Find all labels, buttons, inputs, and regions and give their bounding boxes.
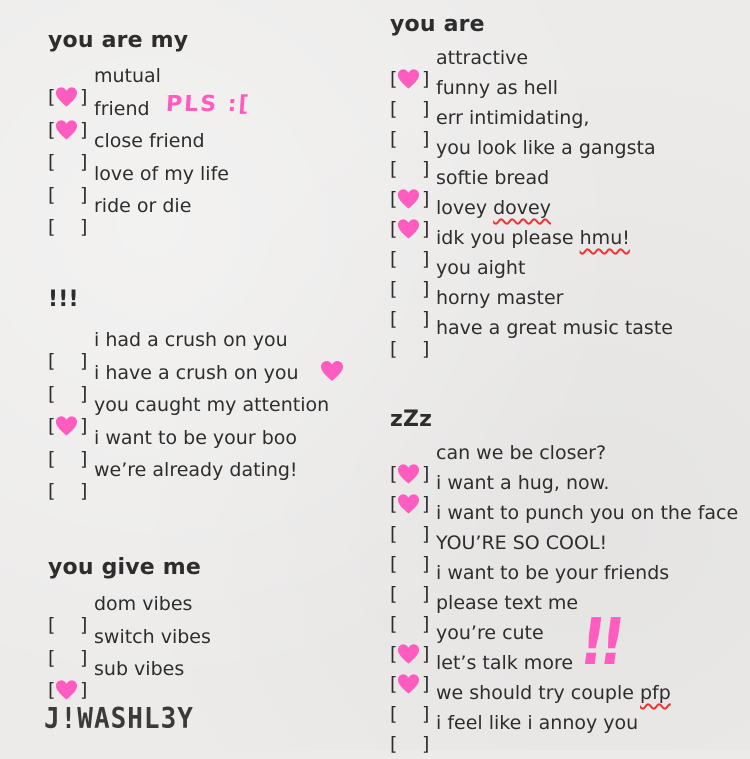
- checklist-item-label: i want a hug, now.: [436, 472, 610, 494]
- checklist-item-label: i feel like i annoy you: [436, 712, 639, 734]
- checklist-item: [ ] you’re cute: [390, 618, 544, 648]
- checklist-item: [ ] horny master: [390, 283, 563, 313]
- checklist-item-label: you caught my attention: [94, 394, 330, 416]
- checklist-item: [ ] close friend: [48, 126, 205, 156]
- exclamation-annotation: !!: [574, 605, 625, 680]
- checklist-item-label: we’re already dating!: [94, 459, 298, 481]
- checklist-item: [ ] idk you please hmu!: [390, 223, 630, 253]
- checklist-item: [ ] switch vibes: [48, 622, 211, 652]
- heart-icon: [320, 360, 344, 382]
- checklist-item-label: i want to punch you on the face: [436, 502, 739, 524]
- signature: J!WASHL3Y: [44, 702, 194, 736]
- checklist-item: [ ] ride or die: [48, 191, 191, 221]
- checklist-item-label: love of my life: [94, 162, 229, 185]
- section-title-you-are: you are: [390, 12, 485, 37]
- checklist-item-label: switch vibes: [94, 625, 211, 648]
- checklist-item: [ ] we should try couple pfp: [390, 678, 671, 708]
- checklist-item-label: lovey dovey: [436, 197, 551, 219]
- checklist-item: [ ] can we be closer?: [390, 438, 606, 468]
- checklist-item-label: sub vibes: [94, 658, 185, 680]
- checklist-item: [ ] funny as hell: [390, 73, 558, 103]
- checklist-item-label: i had a crush on you: [94, 329, 288, 351]
- checklist-item-label: please text me: [436, 592, 579, 614]
- checklist-item: [ ] dom vibes: [48, 589, 192, 619]
- checklist-item-label: you aight: [436, 257, 526, 279]
- checklist-item-label: softie bread: [436, 167, 550, 189]
- checklist-item-label: err intimidating,: [436, 107, 590, 129]
- checklist-item-label: have a great music taste: [436, 317, 673, 339]
- section-title-exclaim: !!!: [48, 287, 79, 312]
- checklist-item-label: dom vibes: [94, 593, 193, 615]
- checklist-item-label: can we be closer?: [436, 442, 607, 464]
- checklist-item: [ ] softie bread: [390, 163, 549, 193]
- checklist-item: [ ] attractive: [390, 43, 528, 73]
- checklist-item: [ ] err intimidating,: [390, 103, 589, 133]
- checklist-item: [ ] i want to be your friends: [390, 558, 669, 588]
- checklist-item: [ ] i feel like i annoy you: [390, 708, 638, 738]
- checklist-item: [ ] lovey dovey: [390, 193, 551, 223]
- checklist-item-label: attractive: [436, 47, 529, 69]
- checklist-item-label: you look like a gangsta: [436, 137, 656, 159]
- checklist-item: [ ] i want to be your boo: [48, 423, 297, 453]
- checklist-item-label: close friend: [94, 130, 205, 152]
- checklist-item-label: idk you please hmu!: [436, 227, 630, 249]
- heart-check-icon: [55, 679, 78, 701]
- checklist-item-label: i want to be your friends: [436, 562, 670, 584]
- checklist-item-label: friend: [94, 97, 150, 120]
- checklist-item: [ ] i have a crush on you: [48, 358, 299, 388]
- checklist-item: [ ] let’s talk more: [390, 648, 573, 678]
- checklist-item: [ ] you look like a gangsta: [390, 133, 656, 163]
- checklist-item: [ ] friend: [48, 94, 150, 124]
- section-title-you-give-me: you give me: [48, 555, 202, 580]
- checklist-item: [ ] have a great music taste: [390, 313, 673, 343]
- checklist-item: [ ] we’re already dating!: [48, 455, 298, 485]
- checklist-item: [ ] i want to punch you on the face: [390, 498, 738, 528]
- checklist-item: [ ] mutual: [48, 61, 161, 91]
- checklist-item: [ ] you aight: [390, 253, 525, 283]
- section-title-you-are-my: you are my: [48, 28, 189, 53]
- checklist-item-label: i want to be your boo: [94, 426, 298, 449]
- checklist-item-label: let’s talk more: [436, 652, 574, 674]
- checklist-item: [ ] you caught my attention: [48, 390, 329, 420]
- checklist-item: [ ] i want a hug, now.: [390, 468, 609, 498]
- checklist-item: [ ] sub vibes: [48, 654, 184, 684]
- checklist-item-label: you’re cute: [436, 622, 544, 644]
- pls-annotation: PLS :[: [165, 92, 252, 117]
- checklist-item-label: i have a crush on you: [94, 361, 299, 384]
- checklist-item: [ ] i had a crush on you: [48, 325, 288, 355]
- checklist-item-label: funny as hell: [436, 77, 558, 99]
- section-title-zzz: zZz: [390, 407, 433, 432]
- checklist-item: [ ] YOU’RE SO COOL!: [390, 528, 607, 558]
- checklist-item: [ ] love of my life: [48, 159, 229, 189]
- checklist-item: [ ] please text me: [390, 588, 578, 618]
- checklist-item-label: horny master: [436, 287, 564, 309]
- checklist-item-label: ride or die: [94, 195, 192, 217]
- checklist-item-label: we should try couple pfp: [436, 682, 671, 704]
- checklist-item-label: mutual: [94, 65, 161, 87]
- checklist-item-label: YOU’RE SO COOL!: [436, 532, 608, 554]
